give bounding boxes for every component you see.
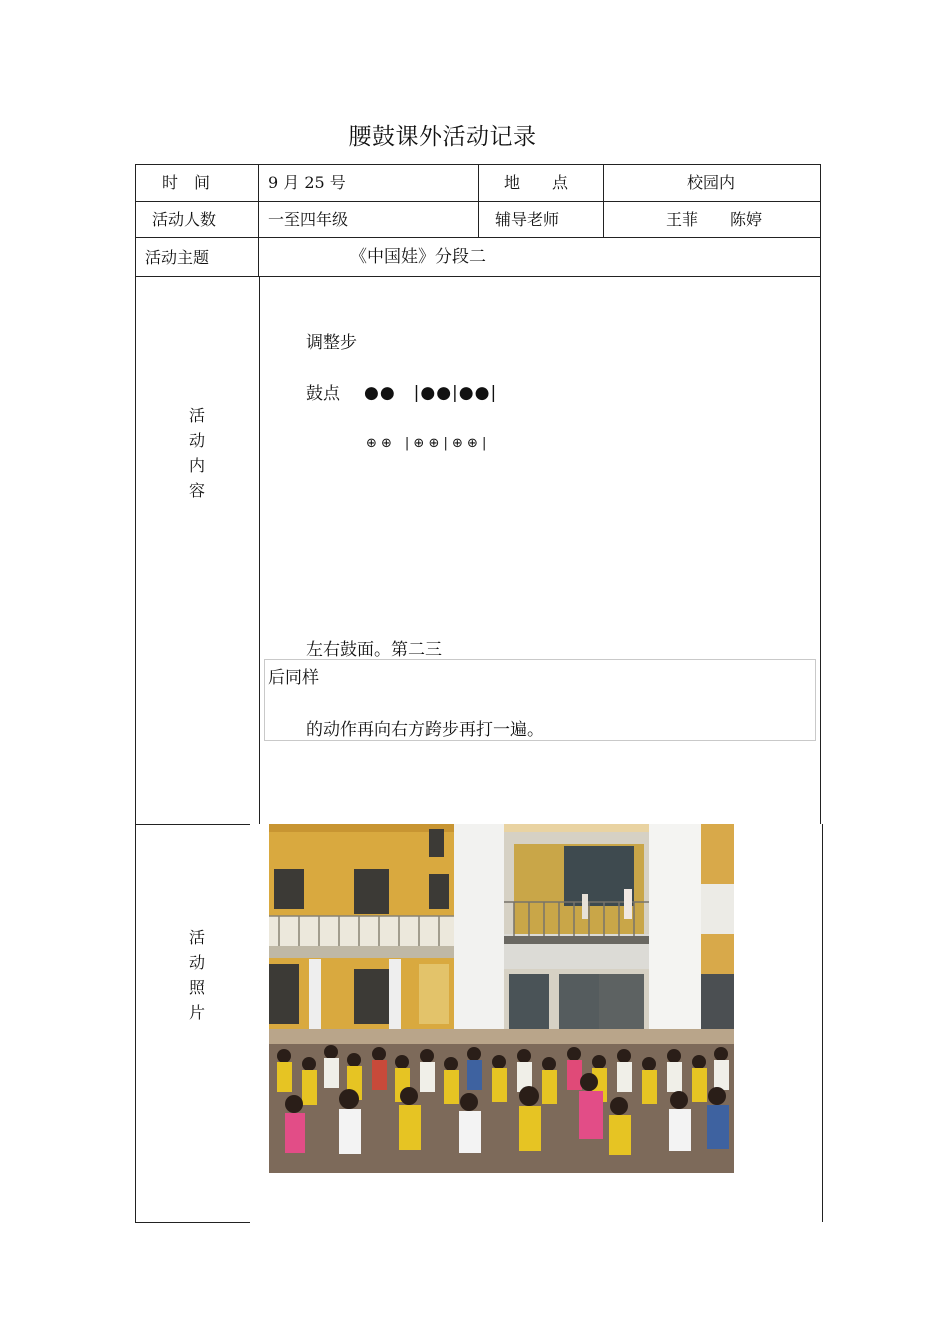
place-label: 地 点: [504, 173, 569, 192]
content-label-char: 动: [188, 431, 205, 450]
content-label-char: 容: [188, 481, 205, 500]
content-line4: 的动作再向右方跨步再打一遍。: [306, 720, 544, 740]
teacher-value: 王菲 陈婷: [666, 210, 763, 229]
drum-pattern: ●● |●●|●●|: [364, 383, 498, 403]
drum-plus-pattern: ⊕ ⊕ | ⊕ ⊕ | ⊕ ⊕ |: [366, 436, 487, 451]
content-line3: 后同样: [268, 668, 319, 688]
teacher-label: 辅导老师: [495, 210, 560, 229]
theme-label: 活动主题: [145, 248, 210, 267]
time-value: 9 月 25 号: [268, 173, 346, 192]
page-title: 腰鼓课外活动记录: [348, 124, 537, 150]
people-label: 活动人数: [152, 210, 217, 229]
content-label-char: 内: [188, 456, 205, 475]
drum-label: 鼓点: [306, 384, 340, 404]
theme-value: 《中国娃》分段二: [350, 247, 486, 267]
content-label: [185, 403, 209, 503]
time-label: 时 间: [162, 173, 211, 192]
place-value: 校园内: [687, 173, 736, 192]
content-label-char: 活: [188, 406, 205, 425]
photos-label-char: 动: [188, 953, 205, 972]
people-value: 一至四年级: [268, 210, 349, 229]
content-line2: 左右鼓面。第二三: [306, 640, 442, 660]
content-line1: 调整步: [306, 333, 357, 353]
photos-label-char: 片: [188, 1003, 205, 1022]
photos-label: [185, 925, 209, 1025]
photos-label-char: 照: [188, 978, 205, 997]
photos-label-char: 活: [188, 928, 205, 947]
activity-photo: [269, 824, 734, 1173]
